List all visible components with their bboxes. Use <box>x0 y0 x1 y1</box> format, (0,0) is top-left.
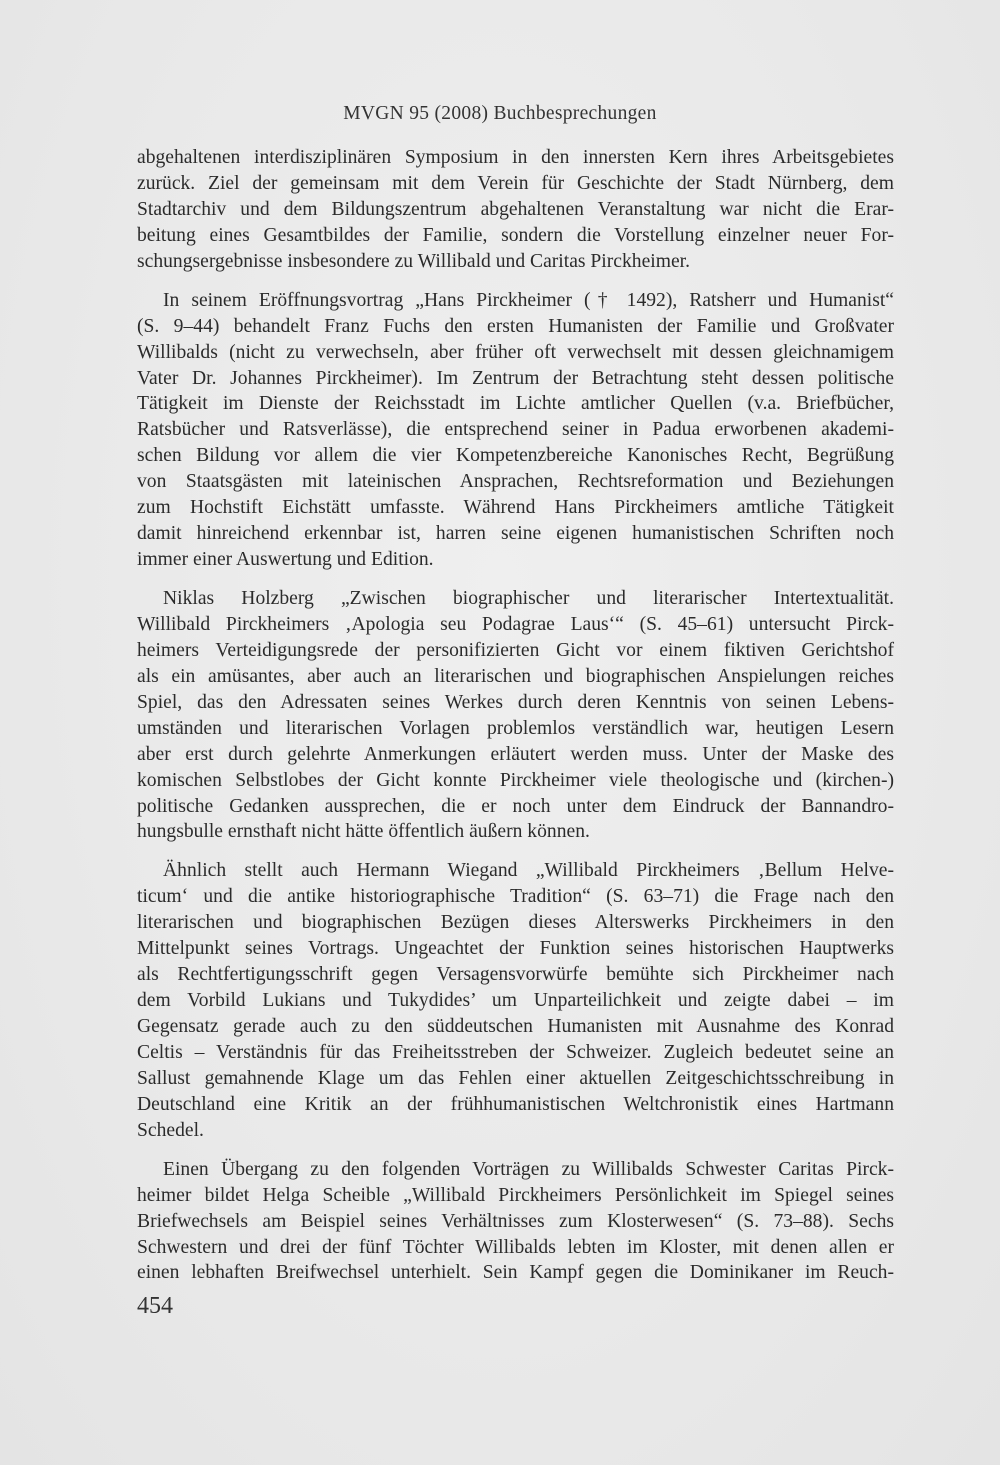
text-line: von Staatsgästen mit lateinischen Ansprachen, Rechtsreformation und Beziehungen <box>137 471 894 493</box>
text-line: Gegensatz gerade auch zu den süddeutschen Humanisten mit Ausnahme des Konrad <box>137 1016 894 1037</box>
text-line: dem Vorbild Lukians und Tukydides’ um Unparteilichkeit und zeigte dabei – im <box>137 990 894 1012</box>
text-line: Schwestern und drei der fünf Töchter Willibalds lebten im Kloster, mit denen allen er <box>137 1236 894 1258</box>
text-line: ticum‘ und die antike historiographische Tradition“ (S. 63–71) die Frage nach den <box>137 886 894 908</box>
text-line: schungsergebnisse insbesondere zu Willibald und Caritas Pirckheimer. <box>137 250 690 272</box>
text-line: Ratsbücher und Ratsverlässe), die entsprechend seiner in Padua erworbenen akademi- <box>137 419 894 441</box>
text-line: komischen Selbstlobes der Gicht konnte Pirckheimer viele theologische und (kirchen-) <box>137 769 894 791</box>
running-head: MVGN 95 (2008) Buchbesprechungen <box>343 103 657 124</box>
text-line: Willibald Pirckheimers ‚Apologia seu Podagrae Laus‘“ (S. 45–61) untersucht Pirck- <box>137 613 894 635</box>
text-line: damit hinreichend erkennbar ist, harren seine eigenen humanistischen Schriften noch <box>137 523 894 545</box>
text-line: literarischen und biographischen Bezügen dieses Alterswerks Pirckheimers in den <box>137 912 894 934</box>
text-line: Stadtarchiv und dem Bildungszentrum abgehaltenen Veranstaltung war nicht die Erar- <box>137 198 894 220</box>
text-line: (S. 9–44) behandelt Franz Fuchs den ersten Humanisten der Familie und Großvater <box>137 315 894 337</box>
body-text <box>137 145 894 1286</box>
text-line: Willibalds (nicht zu verwechseln, aber früher oft verwechselt mit dessen gleichnamigem <box>137 341 894 363</box>
text-line: Celtis – Verständnis für das Freiheitsstreben der Schweizer. Zugleich bedeutet seine an <box>137 1041 894 1063</box>
text-line: als Rechtfertigungsschrift gegen Versagensvorwürfe bemühte sich Pirckheimer nach <box>137 964 894 986</box>
paragraph-gap <box>137 573 894 586</box>
paragraph-gap <box>137 845 894 858</box>
text-line: hungsbulle ernsthaft nicht hätte öffentlich äußern können. <box>137 821 590 843</box>
text-line: Schedel. <box>137 1119 204 1141</box>
text-line: schen Bildung vor allem die vier Kompetenzbereiche Kanonisches Recht, Begrüßung <box>137 445 894 467</box>
text-line: zurück. Ziel der gemeinsam mit dem Verein für Geschichte der Stadt Nürnberg, dem <box>137 172 894 194</box>
text-line: Niklas Holzberg „Zwischen biographischer und literarischer Intertextualität. <box>163 588 894 609</box>
text-line: Spiel, das den Adressaten seines Werkes durch deren Kenntnis von seinen Lebens- <box>137 691 894 713</box>
paragraph-1 <box>137 145 894 275</box>
text-line: beitung eines Gesamtbildes der Familie, sondern die Vorstellung einzelner neuer For- <box>137 224 894 246</box>
text-line: einen lebhaften Breifwechsel unterhielt. Sein Kampf gegen die Dominikaner im Reuch- <box>137 1262 894 1284</box>
text-line: immer einer Auswertung und Edition. <box>137 549 434 571</box>
text-line: Mittelpunkt seines Vortrags. Ungeachtet der Funktion seines historischen Hauptwerks <box>137 938 894 960</box>
text-line: Briefwechsels am Beispiel seines Verhältnisses zum Klosterwesen“ (S. 73–88). Sechs <box>137 1210 894 1232</box>
text-line: abgehaltenen interdisziplinären Symposium in den innersten Kern ihres Arbeitsgebietes <box>137 147 894 168</box>
text-line: heimers Verteidigungsrede der personifizierten Gicht vor einem fiktiven Gerichtshof <box>137 639 894 661</box>
text-line: Deutschland eine Kritik an der frühhumanistischen Weltchronistik eines Hartmann <box>137 1093 894 1115</box>
text-line: Ähnlich stellt auch Hermann Wiegand „Willibald Pirckheimers ‚Bellum Helve- <box>163 860 894 882</box>
text-line: politische Gedanken aussprechen, die er noch unter dem Eindruck der Bannandro- <box>137 795 894 817</box>
text-line: Tätigkeit im Dienste der Reichsstadt im Lichte amtlicher Quellen (v.a. Briefbücher, <box>137 393 894 415</box>
text-line: aber erst durch gelehrte Anmerkungen erläutert werden muss. Unter der Maske des <box>137 743 894 765</box>
paragraph-5 <box>137 1157 894 1287</box>
text-line: umständen und literarischen Vorlagen problemlos verständlich war, heutigen Lesern <box>137 717 894 739</box>
text-line: Vater Dr. Johannes Pirckheimer). Im Zentrum der Betrachtung steht dessen politische <box>137 367 894 389</box>
page-number: 454 <box>137 1293 173 1319</box>
text-line: zum Hochstift Eichstätt umfasste. Während Hans Pirckheimers amtliche Tätigkeit <box>137 497 894 519</box>
text-line: Einen Übergang zu den folgenden Vorträgen zu Willibalds Schwester Caritas Pirck- <box>163 1158 894 1180</box>
paragraph-2 <box>137 288 894 573</box>
text-line: In seinem Eröffnungsvortrag „Hans Pirckheimer († 1492), Ratsherr und Humanist“ <box>163 289 894 311</box>
paragraph-4 <box>137 858 894 1143</box>
text-line: als ein amüsantes, aber auch an literarischen und biographischen Anspielungen reiches <box>137 665 894 687</box>
paragraph-gap <box>137 275 894 288</box>
paragraph-gap <box>137 1144 894 1157</box>
paragraph-3 <box>137 586 894 845</box>
text-line: heimer bildet Helga Scheible „Willibald Pirckheimers Persönlichkeit im Spiegel seines <box>137 1184 894 1206</box>
text-line: Sallust gemahnende Klage um das Fehlen einer aktuellen Zeitgeschichtsschreibung in <box>137 1067 894 1089</box>
